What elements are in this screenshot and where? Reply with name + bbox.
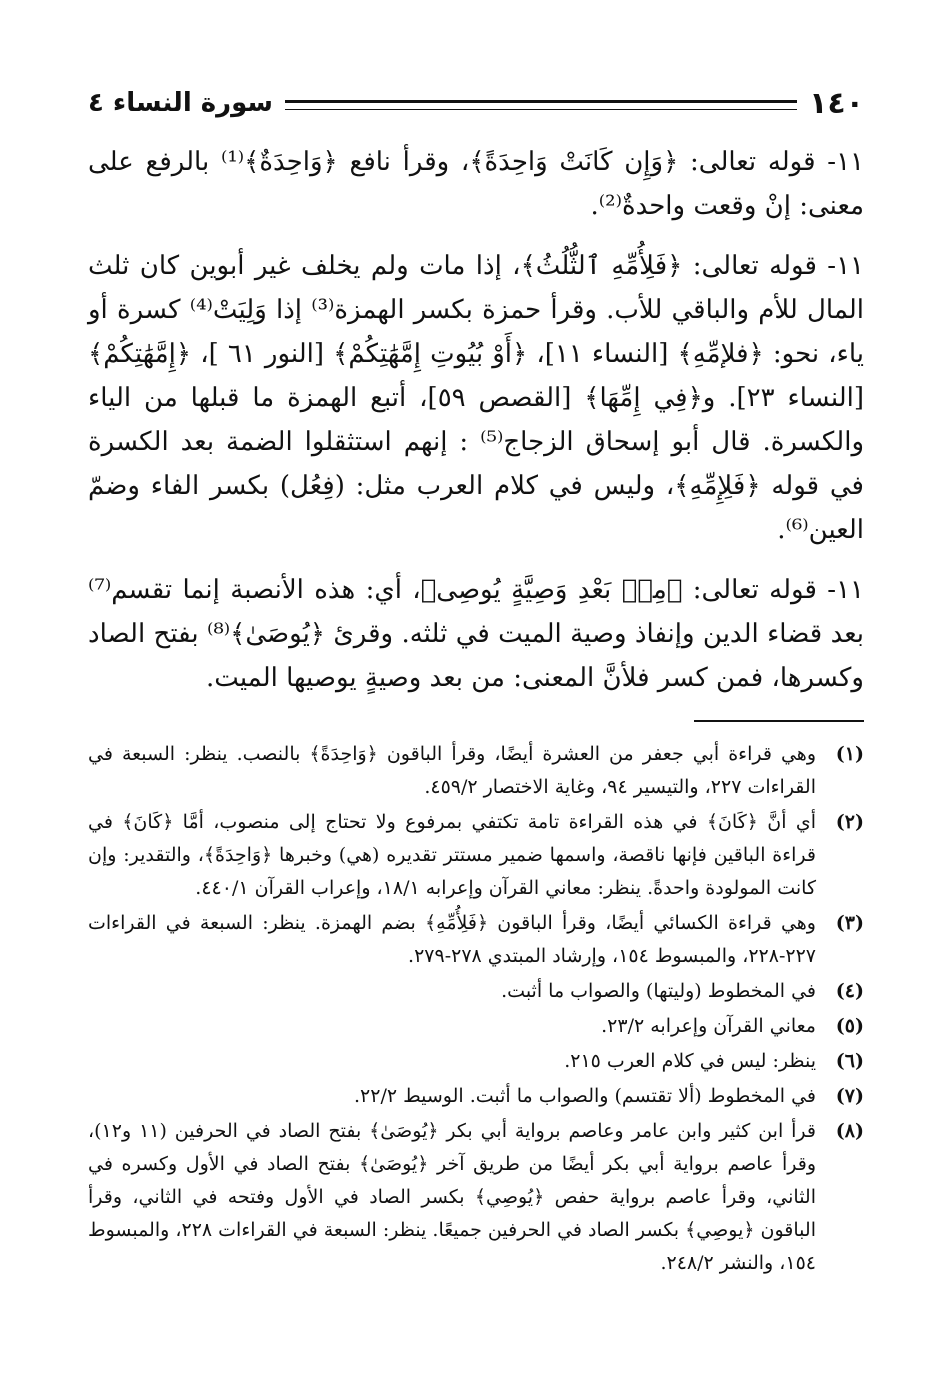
footnote-text: أي أنَّ ﴿كَانَ﴾ في هذه القراءة تامة تكتفي بمرفوع ولا تحتاج إلى منصوب، أمَّا ﴿كَانَ﴾ في قراءة الباقين فإنها ناقصة، واسمها ضمير مستتر تقديره (هي) وخبرها ﴿وَاحِدَةً﴾، والتقدير: وإن كانت المولودة واحدةً. ينظر: معاني القرآن وإعرابه ١٨/١، وإعراب القرآن ٤٤٠/١. bbox=[88, 811, 816, 899]
paragraph: ١١- قوله تعالى: ﴿مِنۢ بَعْدِ وَصِيَّةٍ يُوصِى﴾، أي: هذه الأنصبة إنما تقسم⁽⁷⁾ بعد قضاء الدين وإنفاذ وصية الميت في ثلثه. وقرئ ﴿يُوصَىٰ﴾⁽⁸⁾ بفتح الصاد وكسرها، فمن كسر فلأنَّ المعنى: من بعد وصيةٍ يوصيها الميت. bbox=[88, 575, 864, 693]
surah-title: سورة النساء ٤ bbox=[88, 88, 273, 118]
book-page bbox=[88, 80, 864, 1282]
page-header bbox=[88, 80, 864, 126]
paragraph: ١١- قوله تعالى: ﴿فَلِأُمِّهِ ٱلثُّلُثُ﴾، إذا مات ولم يخلف غير أبوين كان ثلث المال للأم والباقي للأب. وقرأ حمزة بكسر الهمزة⁽³⁾ إذا وَلِيَتْ⁽⁴⁾ كسرة أو ياء، نحو: ﴿فلإمِّهِ﴾ [النساء ١١]، ﴿أَوْ بُيُوتِ إِمَّهَٰتِكُمْ﴾ [النور ٦١ ]، ﴿إِمَّهَٰتِكُمْ﴾ [النساء ٢٣]. و﴿فِي إِمِّهَا﴾ [القصص ٥٩]، أتبع الهمزة ما قبلها من الياء والكسرة. قال أبو إسحاق الزجاج⁽⁵⁾ : إنهم استثقلوا الضمة بعد الكسرة في قوله ﴿فَلِإِمِّهِ﴾، وليس في كلام العرب مثل: (فِعُل) بكسر الفاء وضمّ العين⁽⁶⁾. bbox=[88, 251, 864, 545]
footnote-text: ينظر: ليس في كلام العرب ٢١٥. bbox=[564, 1050, 816, 1072]
footnote-number: (٨) bbox=[835, 1120, 864, 1142]
footnote bbox=[88, 907, 864, 973]
main-text bbox=[88, 140, 864, 700]
footnote-number: (٣) bbox=[835, 912, 864, 934]
footnote-separator bbox=[694, 720, 864, 722]
footnote-text: معاني القرآن وإعرابه ٢٣/٢. bbox=[601, 1015, 816, 1037]
footnote-text: في المخطوط (وليتها) والصواب ما أثبت. bbox=[501, 980, 816, 1002]
footnote-number: (٤) bbox=[835, 980, 864, 1002]
footnote bbox=[88, 1045, 864, 1078]
footnote-text: قرأ ابن كثير وابن عامر وعاصم برواية أبي بكر ﴿يُوصَىٰ﴾ بفتح الصاد في الحرفين (١١ و١٢)، وقرأ عاصم برواية أبي بكر أيضًا من طريق آخر ﴿يُوصَىٰ﴾ بفتح الصاد في الأول وكسره في الثاني، وقرأ عاصم برواية حفص ﴿يُوصِي﴾ بكسر الصاد في الأول وفتحه في الثاني، وقرأ الباقون ﴿يوصِي﴾ بكسر الصاد في الحرفين جميعًا. ينظر: السبعة في القراءات ٢٢٨، والمبسوط ١٥٤، والنشر ٢٤٨/٢. bbox=[88, 1120, 816, 1274]
footnote-number: (٢) bbox=[835, 811, 864, 833]
footnote-text: وهي قراءة الكسائي أيضًا، وقرأ الباقون ﴿فَلِأُمِّهِ﴾ بضم الهمزة. ينظر: السبعة في القراءات ٢٢٧-٢٢٨، والمبسوط ١٥٤، وإرشاد المبتدي ٢٧٨-٢٧٩. bbox=[88, 912, 816, 967]
paragraph: ١١- قوله تعالى: ﴿وَإِن كَانَتْ وَاحِدَةً﴾، وقرأ نافع ﴿وَاحِدَةٌ﴾⁽¹⁾ بالرفع على معنى: إنْ وقعت واحدةٌ⁽²⁾. bbox=[88, 147, 864, 221]
footnote-text: في المخطوط (ألا تقتسم) والصواب ما أثبت. الوسيط ٢٢/٢. bbox=[353, 1085, 816, 1107]
footnotes bbox=[88, 738, 864, 1280]
footnote-number: (٧) bbox=[835, 1085, 864, 1107]
footnote-number: (١) bbox=[835, 743, 864, 765]
footnote-text: وهي قراءة أبي جعفر من العشرة أيضًا، وقرأ الباقون ﴿وَاحِدَةً﴾ بالنصب. ينظر: السبعة في القراءات ٢٢٧، والتيسير ٩٤، وغاية الاختصار ٤٥٩/٢. bbox=[88, 743, 816, 798]
footnote-number: (٦) bbox=[835, 1050, 864, 1072]
page-number: ١٤٠ bbox=[809, 85, 864, 121]
footnote bbox=[88, 1080, 864, 1113]
footnote bbox=[88, 738, 864, 804]
footnote bbox=[88, 1010, 864, 1043]
header-rule bbox=[285, 100, 797, 110]
footnote bbox=[88, 1115, 864, 1280]
footnote-number: (٥) bbox=[835, 1015, 864, 1037]
footnote bbox=[88, 806, 864, 905]
footnote bbox=[88, 975, 864, 1008]
